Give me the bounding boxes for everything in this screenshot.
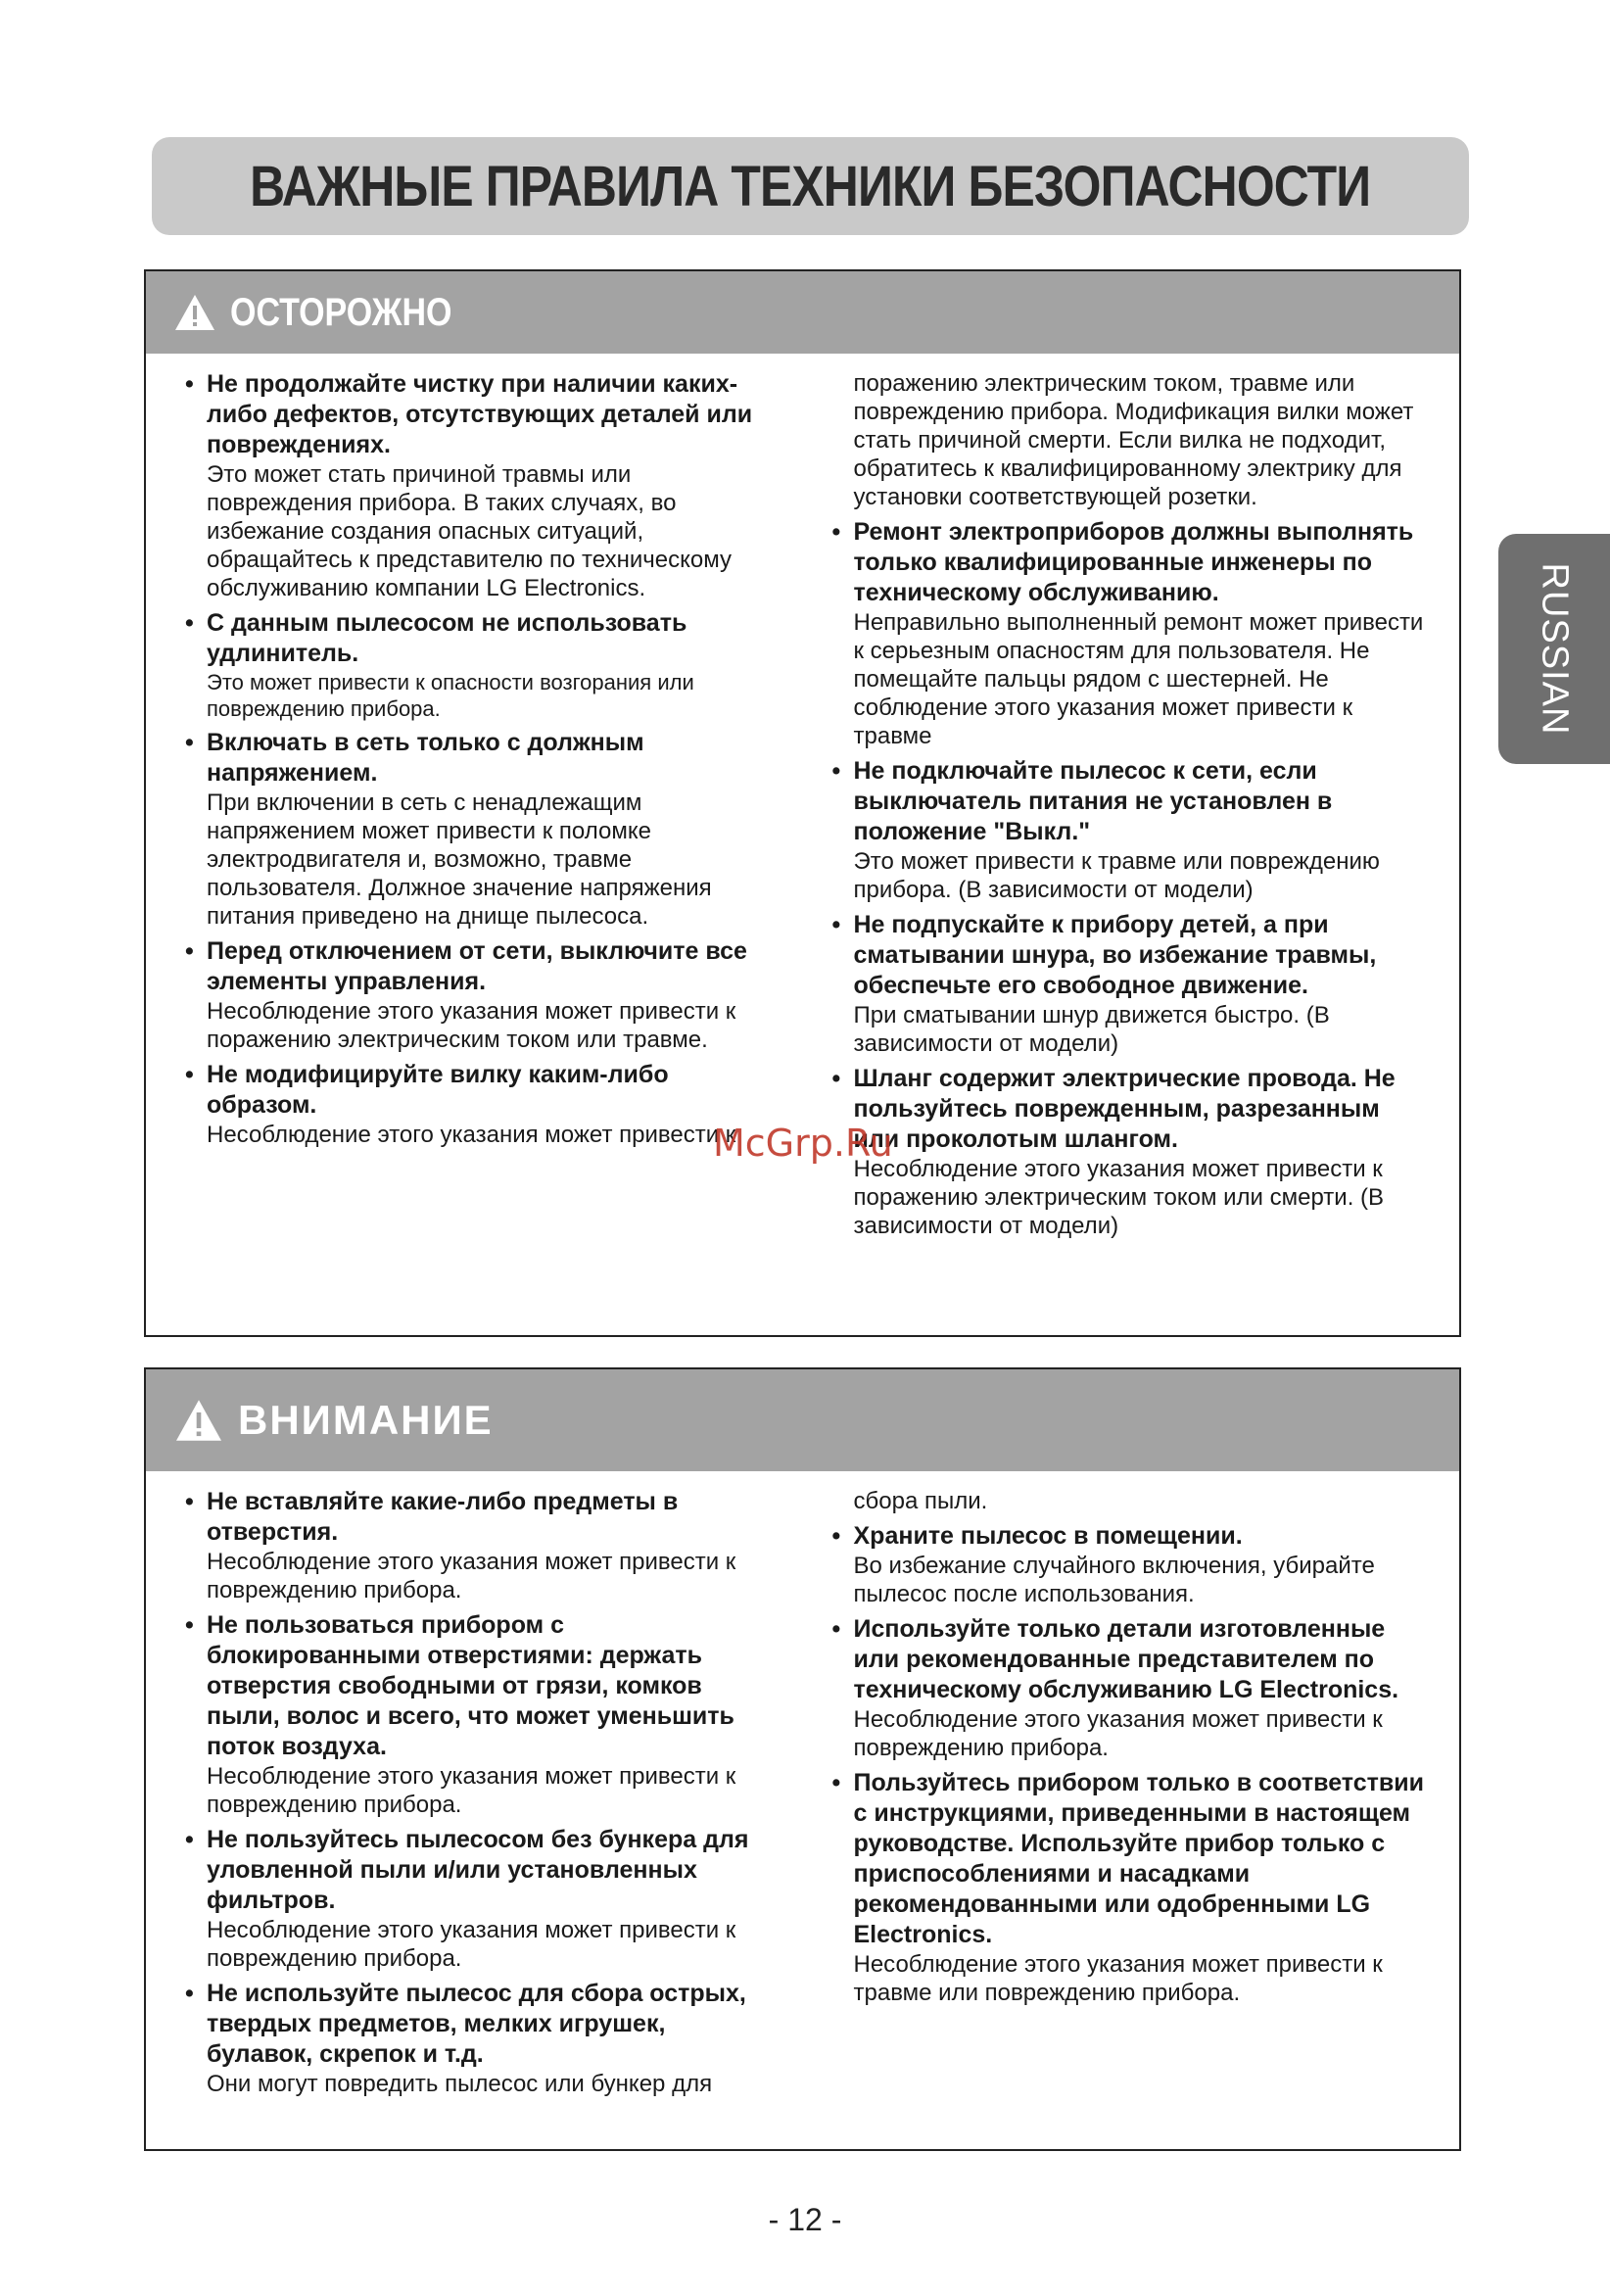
list-item: • Не используйте пылесос для сбора острых, твердых предметов, мелких игрушек, булавок, скрепок и т.д. Они могут повредить пылесос или бункер для [185, 1979, 774, 2098]
list-item: • Храните пылесос в помещении. Во избежание случайного включения, убирайте пылесос после использования. [832, 1521, 1431, 1608]
notice-header [146, 1369, 1459, 1471]
caution-heading: ОСТОРОЖНО [230, 290, 452, 334]
list-item: • Не пользоваться прибором с блокированными отверстиями: держать отверстия свободными от грязи, комков пыли, волос и всего, что может уменьшить поток воздуха. Несоблюдение этого указания может привести к повреждению прибора. [185, 1610, 774, 1819]
language-tab-label: RUSSIAN [1534, 562, 1576, 736]
list-item: • Используйте только детали изготовленные или рекомендованные представителем по техническому обслуживанию LG Electronics. Несоблюдение этого указания может привести к повреждению прибора. [832, 1614, 1431, 1762]
list-item: • Включать в сеть только с должным напряжением. При включении в сеть с ненадлежащим напряжением может привести к поломке электродвигателя и, возможно, травме пользователя. Должное значение напряжения питания приведено на днище пылесоса. [185, 728, 774, 931]
watermark: McGrp.Ru [713, 1122, 893, 1165]
continued-text: сбора пыли. [853, 1488, 988, 1514]
list-item: • Перед отключением от сети, выключите все элементы управления. Несоблюдение этого указания может привести к поражению электрическим током или травме. [185, 936, 774, 1054]
list-item: • Не пользуйтесь пылесосом без бункера для уловленной пыли и/или установленных фильтров. Несоблюдение этого указания может привести к повреждению прибора. [185, 1825, 774, 1973]
warning-triangle-icon [173, 1398, 224, 1443]
list-item: • Не модифицируйте вилку каким-либо образом. Несоблюдение этого указания может привести к [185, 1060, 774, 1149]
caution-left-column [166, 369, 803, 1246]
notice-heading: ВНИМАНИЕ [238, 1397, 494, 1443]
list-item: • Не подпускайте к прибору детей, а при сматывании шнура, во избежание травмы, обеспечьте его свободное движение. При сматывании шнур движется быстро. (В зависимости от модели) [832, 910, 1431, 1058]
list-item: • Шланг содержит электрические провода. Не пользуйтесь поврежденным, разрезанным или проколотым шлангом. Несоблюдение этого указания может привести к поражению электрическим током или смерти. (В зависимости от модели) [832, 1064, 1431, 1240]
notice-section [144, 1367, 1461, 2151]
warning-triangle-icon [173, 293, 216, 332]
notice-left-column [166, 1487, 803, 2104]
notice-right-column [803, 1487, 1441, 2104]
language-tab [1498, 534, 1610, 764]
continued-text: поражению электрическим током, травме или повреждению прибора. Модификация вилки может стать причиной смерти. Если вилка не подходит, обратитесь к квалифицированному электрику для установки соответствующей розетки. [853, 370, 1414, 510]
list-item: • С данным пылесосом не использовать удлинитель. Это может привести к опасности возгорания или повреждению прибора. [185, 608, 774, 722]
caution-header [146, 271, 1459, 354]
title-banner [152, 137, 1469, 235]
page-title: ВАЖНЫЕ ПРАВИЛА ТЕХНИКИ БЕЗОПАСНОСТИ [250, 154, 1371, 218]
list-item: • Не продолжайте чистку при наличии каких-либо дефектов, отсутствующих деталей или повреждениях. Это может стать причиной травмы или повреждения прибора. В таких случаях, во избежание создания опасных ситуаций, обращайтесь к представителю по техническому обслуживанию компании LG Electronics. [185, 369, 774, 602]
caution-section [144, 269, 1461, 1337]
list-item: • Пользуйтесь прибором только в соответствии с инструкциями, приведенными в настоящем руководстве. Используйте прибор только с приспособлениями и насадками рекомендованными или одобренными LG Electronics. Несоблюдение этого указания может привести к травме или повреждению прибора. [832, 1768, 1431, 2007]
caution-right-column [803, 369, 1441, 1246]
list-item: • Ремонт электроприборов должны выполнять только квалифицированные инженеры по техническому обслуживанию. Неправильно выполненный ремонт может привести к серьезным опасностям для пользователя. Не помещайте пальцы рядом с шестерней. Не соблюдение этого указания может привести к травме [832, 517, 1431, 750]
list-item: • Не подключайте пылесос к сети, если выключатель питания не установлен в положение "Выкл." Это может привести к травме или повреждению прибора. (В зависимости от модели) [832, 756, 1431, 904]
list-item: • Не вставляйте какие-либо предметы в отверстия. Несоблюдение этого указания может привести к повреждению прибора. [185, 1487, 774, 1604]
page-number: - 12 - [768, 2202, 842, 2237]
